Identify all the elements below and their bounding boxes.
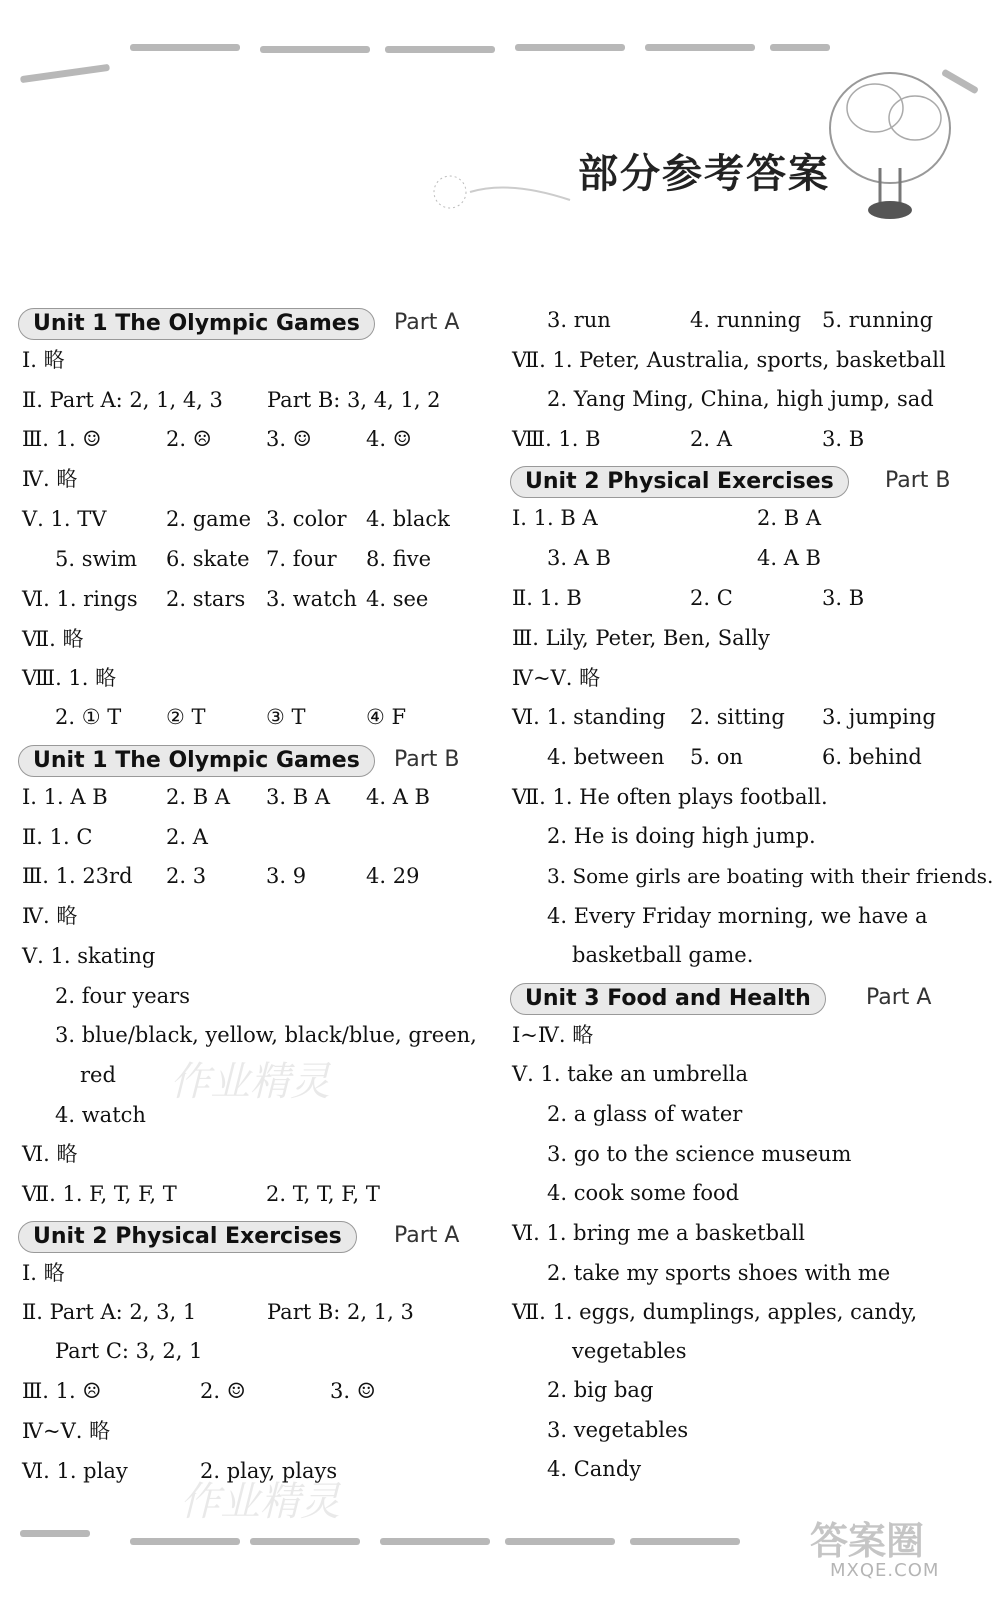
answer-line: Ⅱ. Part A: 2, 3, 1 (22, 1300, 197, 1324)
border-dash (250, 1538, 360, 1545)
answer-line: Ⅶ. 1. He often plays football. (512, 785, 828, 809)
answer-line: 4. Every Friday morning, we have a (547, 904, 928, 928)
unit-label: Unit 1 The Olympic Games (18, 308, 375, 340)
tree-illustration (820, 58, 960, 228)
answer-line: 2. A (690, 427, 732, 451)
answer-line: red (80, 1063, 116, 1087)
answer-line: 4. cook some food (547, 1181, 740, 1205)
answer-line: Ⅳ. 略 (22, 904, 78, 928)
unit-label: Unit 2 Physical Exercises (510, 466, 849, 498)
border-dash (380, 1538, 490, 1545)
answer-line: Part C: 3, 2, 1 (55, 1339, 203, 1363)
unit-label: Unit 2 Physical Exercises (18, 1221, 357, 1253)
answer-line: 3. jumping (822, 705, 936, 729)
answer-line: 4. running (690, 308, 802, 332)
answer-line: 3. ☺ (330, 1379, 376, 1403)
answer-line: 8. five (366, 547, 432, 571)
answer-line: 4. A B (757, 546, 821, 570)
answer-line: Ⅰ. 1. A B (22, 785, 108, 809)
part-label: Part A (394, 1223, 460, 1248)
unit-label: Unit 3 Food and Health (510, 983, 826, 1015)
part-label: Part A (394, 310, 460, 335)
border-dash (630, 1538, 740, 1545)
answer-line: 2. sitting (690, 705, 785, 729)
border-dash (130, 1538, 240, 1545)
site-url: MXQE.COM (830, 1560, 940, 1581)
border-dash (770, 44, 830, 51)
answer-line: 4. 29 (366, 864, 420, 888)
watermark: 作业精灵 (180, 1479, 340, 1525)
border-dash (20, 64, 110, 83)
answer-line: 2. B A (757, 506, 821, 530)
answer-line: Ⅰ. 1. B A (512, 506, 598, 530)
answer-line: 3. color (266, 507, 347, 531)
border-dash (505, 1538, 615, 1545)
part-label: Part B (394, 747, 460, 772)
watermark: 作业精灵 (170, 1059, 330, 1105)
answer-line: 3. go to the science museum (547, 1142, 852, 1166)
answer-line: basketball game. (572, 943, 754, 967)
answer-line: 2. ① T (55, 705, 122, 729)
answer-line: Ⅴ. 1. skating (22, 944, 156, 968)
border-dash (515, 44, 625, 51)
answer-line: 2. A (166, 825, 208, 849)
answer-line: Ⅶ. 略 (22, 627, 84, 651)
answer-line: Ⅲ. Lily, Peter, Ben, Sally (512, 626, 770, 650)
answer-line: Ⅶ. 1. F, T, F, T (22, 1182, 177, 1206)
answer-line: 4. see (366, 587, 429, 611)
answer-line: Part B: 2, 1, 3 (267, 1300, 414, 1324)
answer-line: 3. A B (547, 546, 611, 570)
answer-line: Ⅳ~Ⅴ. 略 (22, 1419, 111, 1443)
answer-line: Ⅵ. 1. play (22, 1459, 128, 1483)
answer-line: vegetables (572, 1339, 687, 1363)
answer-line: 4. between (547, 745, 665, 769)
answer-line: Ⅶ. 1. eggs, dumplings, apples, candy, (512, 1300, 918, 1324)
answer-line: 2. stars (166, 587, 246, 611)
answer-line: 7. four (266, 547, 337, 571)
answer-line: 4. Candy (547, 1457, 642, 1481)
answer-line: 5. running (822, 308, 934, 332)
answer-line: 3. B (822, 427, 865, 451)
answer-line: Ⅳ~Ⅴ. 略 (512, 666, 601, 690)
border-dash (20, 1530, 90, 1537)
part-label: Part B (885, 468, 951, 493)
answer-line: Ⅲ. 1. ☹ (22, 1379, 102, 1403)
answer-line: 2. Yang Ming, China, high jump, sad (547, 387, 934, 411)
answer-line: Ⅵ. 1. rings (22, 587, 138, 611)
border-dash (645, 44, 755, 51)
part-label: Part A (866, 985, 932, 1010)
answer-line: Ⅶ. 1. Peter, Australia, sports, basketball (512, 348, 946, 372)
answer-line: Ⅵ. 1. bring me a basketball (512, 1221, 805, 1245)
answer-line: 6. skate (166, 547, 250, 571)
answer-line: Ⅰ. 略 (22, 348, 65, 372)
answer-line: 2. C (690, 586, 733, 610)
answer-line: Ⅱ. Part A: 2, 1, 4, 3 (22, 388, 223, 412)
answer-line: Ⅰ. 略 (22, 1261, 65, 1285)
answer-line: 2. game (166, 507, 252, 531)
answer-line: 5. swim (55, 547, 138, 571)
answer-line: Ⅱ. 1. B (512, 586, 582, 610)
answer-line: 2. ☺ (200, 1379, 246, 1403)
unit-label: Unit 1 The Olympic Games (18, 745, 375, 777)
answer-line: 2. four years (55, 984, 190, 1008)
answer-line: 2. He is doing high jump. (547, 824, 816, 848)
answer-line: 4. A B (366, 785, 430, 809)
answer-line: ② T (166, 705, 206, 729)
swirl-decoration (430, 170, 580, 220)
answer-line: 6. behind (822, 745, 922, 769)
answer-line: ④ F (366, 705, 407, 729)
answer-line: ③ T (266, 705, 306, 729)
border-dash (385, 46, 495, 53)
answer-line: 4. ☺ (366, 427, 412, 451)
answer-line: Ⅷ. 1. B (512, 427, 601, 451)
answer-line: 3. 9 (266, 864, 307, 888)
answer-line: 2. B A (166, 785, 230, 809)
answer-line: Ⅰ~Ⅳ. 略 (512, 1023, 594, 1047)
border-dash (130, 44, 240, 51)
answer-line: 3. ☺ (266, 427, 312, 451)
answer-line: 2. 3 (166, 864, 207, 888)
answer-line: Ⅳ. 略 (22, 467, 78, 491)
answer-line: Ⅲ. 1. ☺ (22, 427, 102, 451)
answer-line: Ⅵ. 略 (22, 1142, 78, 1166)
answer-line: Ⅵ. 1. standing (512, 705, 666, 729)
answer-line: 5. on (690, 745, 743, 769)
answer-line: 2. ☹ (166, 427, 212, 451)
answer-line: 2. a glass of water (547, 1102, 743, 1126)
answer-line: 3. Some girls are boating with their friends. (547, 864, 994, 888)
answer-line: 3. B A (266, 785, 330, 809)
site-logo: 答案圈 (810, 1519, 925, 1563)
page-title: 部分参考答案 (578, 151, 830, 197)
answer-line: Ⅲ. 1. 23rd (22, 864, 133, 888)
answer-line: 3. vegetables (547, 1418, 689, 1442)
answer-line: Ⅴ. 1. TV (22, 507, 107, 531)
answer-line: 2. T, T, F, T (266, 1182, 380, 1206)
answer-line: Ⅱ. 1. C (22, 825, 93, 849)
answer-line: 4. black (366, 507, 450, 531)
answer-line: 2. play, plays (200, 1459, 338, 1483)
answer-line: 3. blue/black, yellow, black/blue, green, (55, 1023, 477, 1047)
answer-line: Part B: 3, 4, 1, 2 (267, 388, 441, 412)
answer-line: 2. big bag (547, 1378, 654, 1402)
answer-line: 3. watch (266, 587, 357, 611)
answer-line: 3. run (547, 308, 611, 332)
answer-line: Ⅴ. 1. take an umbrella (512, 1062, 749, 1086)
answer-line: 4. watch (55, 1103, 146, 1127)
answer-line: 3. B (822, 586, 865, 610)
answer-line: 2. take my sports shoes with me (547, 1261, 891, 1285)
border-dash (260, 46, 370, 53)
answer-line: Ⅷ. 1. 略 (22, 666, 117, 690)
